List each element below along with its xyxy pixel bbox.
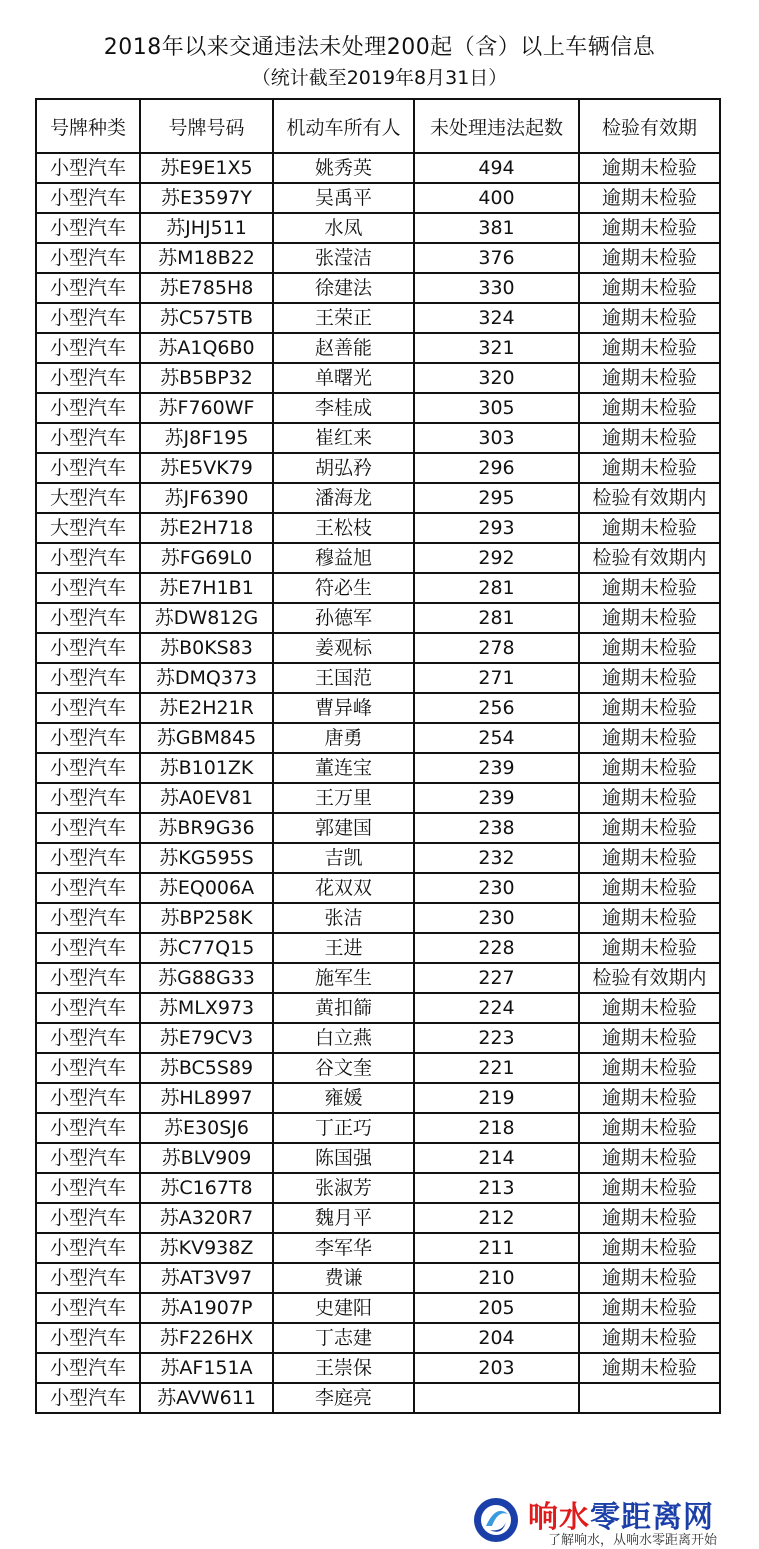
- cell-inspection-validity: 逾期未检验: [579, 663, 720, 693]
- cell-inspection-validity: 逾期未检验: [579, 1023, 720, 1053]
- cell-plate-number: 苏C575TB: [140, 303, 273, 333]
- cell-plate-type: 小型汽车: [36, 633, 140, 663]
- cell-plate-number: 苏E785H8: [140, 273, 273, 303]
- table-row: [36, 363, 720, 393]
- table-row: [36, 1203, 720, 1233]
- cell-violation-count: 238: [414, 813, 579, 843]
- cell-plate-number: 苏A1Q6B0: [140, 333, 273, 363]
- cell-inspection-validity: 逾期未检验: [579, 843, 720, 873]
- table-row: [36, 603, 720, 633]
- cell-violation-count: 210: [414, 1263, 579, 1293]
- cell-plate-type: 小型汽车: [36, 813, 140, 843]
- cell-inspection-validity: 逾期未检验: [579, 1173, 720, 1203]
- cell-owner: 史建阳: [273, 1293, 414, 1323]
- cell-violation-count: 278: [414, 633, 579, 663]
- cell-plate-number: 苏B0KS83: [140, 633, 273, 663]
- cell-owner: 丁志建: [273, 1323, 414, 1353]
- table-row: [36, 1173, 720, 1203]
- table-row: [36, 1263, 720, 1293]
- cell-plate-type: 小型汽车: [36, 993, 140, 1023]
- table-row: [36, 243, 720, 273]
- table-row: [36, 453, 720, 483]
- cell-plate-number: 苏A320R7: [140, 1203, 273, 1233]
- cell-violation-count: [414, 1383, 579, 1413]
- cell-owner: 雍媛: [273, 1083, 414, 1113]
- cell-owner: 唐勇: [273, 723, 414, 753]
- cell-owner: 赵善能: [273, 333, 414, 363]
- cell-plate-type: 小型汽车: [36, 213, 140, 243]
- cell-violation-count: 213: [414, 1173, 579, 1203]
- cell-owner: 白立燕: [273, 1023, 414, 1053]
- cell-plate-number: 苏C77Q15: [140, 933, 273, 963]
- cell-inspection-validity: 逾期未检验: [579, 393, 720, 423]
- table-row: [36, 633, 720, 663]
- cell-plate-type: 小型汽车: [36, 183, 140, 213]
- cell-inspection-validity: 逾期未检验: [579, 903, 720, 933]
- cell-owner: 王松枝: [273, 513, 414, 543]
- cell-plate-type: 小型汽车: [36, 1293, 140, 1323]
- cell-plate-type: 小型汽车: [36, 603, 140, 633]
- cell-violation-count: 224: [414, 993, 579, 1023]
- cell-plate-number: 苏EQ006A: [140, 873, 273, 903]
- cell-inspection-validity: 逾期未检验: [579, 633, 720, 663]
- cell-owner: 郭建国: [273, 813, 414, 843]
- cell-violation-count: 232: [414, 843, 579, 873]
- cell-inspection-validity: 逾期未检验: [579, 513, 720, 543]
- cell-inspection-validity: 逾期未检验: [579, 213, 720, 243]
- cell-plate-type: 大型汽车: [36, 513, 140, 543]
- table-row: [36, 333, 720, 363]
- table-row: [36, 153, 720, 183]
- cell-plate-number: 苏C167T8: [140, 1173, 273, 1203]
- table-row: [36, 843, 720, 873]
- cell-plate-type: 小型汽车: [36, 723, 140, 753]
- cell-plate-number: 苏JF6390: [140, 483, 273, 513]
- cell-plate-number: 苏A0EV81: [140, 783, 273, 813]
- cell-owner: 孙德军: [273, 603, 414, 633]
- cell-owner: 王国范: [273, 663, 414, 693]
- cell-owner: 费谦: [273, 1263, 414, 1293]
- table-row: [36, 963, 720, 993]
- cell-plate-number: 苏BC5S89: [140, 1053, 273, 1083]
- cell-violation-count: 204: [414, 1323, 579, 1353]
- cell-plate-number: 苏BLV909: [140, 1143, 273, 1173]
- cell-plate-type: 小型汽车: [36, 423, 140, 453]
- cell-inspection-validity: 逾期未检验: [579, 423, 720, 453]
- cell-violation-count: 223: [414, 1023, 579, 1053]
- table-row: [36, 573, 720, 603]
- cell-violation-count: 494: [414, 153, 579, 183]
- cell-inspection-validity: 逾期未检验: [579, 1293, 720, 1323]
- cell-plate-number: 苏JHJ511: [140, 213, 273, 243]
- cell-inspection-validity: 逾期未检验: [579, 573, 720, 603]
- cell-owner: 姚秀英: [273, 153, 414, 183]
- cell-plate-type: 小型汽车: [36, 303, 140, 333]
- cell-plate-type: 小型汽车: [36, 1263, 140, 1293]
- cell-inspection-validity: 检验有效期内: [579, 963, 720, 993]
- cell-violation-count: 256: [414, 693, 579, 723]
- cell-violation-count: 221: [414, 1053, 579, 1083]
- cell-inspection-validity: 逾期未检验: [579, 813, 720, 843]
- cell-plate-number: 苏AF151A: [140, 1353, 273, 1383]
- cell-violation-count: 239: [414, 753, 579, 783]
- cell-plate-type: 小型汽车: [36, 363, 140, 393]
- cell-owner: 穆益旭: [273, 543, 414, 573]
- table-row: [36, 483, 720, 513]
- cell-violation-count: 228: [414, 933, 579, 963]
- cell-violation-count: 227: [414, 963, 579, 993]
- cell-inspection-validity: 逾期未检验: [579, 183, 720, 213]
- cell-plate-number: 苏AVW611: [140, 1383, 273, 1413]
- cell-violation-count: 293: [414, 513, 579, 543]
- table-row: [36, 1053, 720, 1083]
- cell-owner: 水凤: [273, 213, 414, 243]
- cell-plate-type: 小型汽车: [36, 1383, 140, 1413]
- cell-violation-count: 321: [414, 333, 579, 363]
- table-row: [36, 183, 720, 213]
- cell-violation-count: 281: [414, 573, 579, 603]
- cell-owner: 吉凯: [273, 843, 414, 873]
- cell-plate-type: 小型汽车: [36, 1353, 140, 1383]
- cell-plate-type: 小型汽车: [36, 963, 140, 993]
- cell-plate-number: 苏G88G33: [140, 963, 273, 993]
- table-row: [36, 813, 720, 843]
- cell-plate-number: 苏E30SJ6: [140, 1113, 273, 1143]
- header-plate-number: 号牌号码: [140, 99, 273, 153]
- cell-plate-number: 苏BP258K: [140, 903, 273, 933]
- cell-inspection-validity: 逾期未检验: [579, 303, 720, 333]
- document-title: 2018年以来交通违法未处理200起（含）以上车辆信息: [103, 35, 656, 60]
- header-owner: 机动车所有人: [273, 99, 414, 153]
- cell-violation-count: 330: [414, 273, 579, 303]
- cell-plate-number: 苏GBM845: [140, 723, 273, 753]
- cell-violation-count: 239: [414, 783, 579, 813]
- cell-owner: 潘海龙: [273, 483, 414, 513]
- cell-plate-type: 小型汽车: [36, 873, 140, 903]
- cell-owner: 单曙光: [273, 363, 414, 393]
- table-row: [36, 543, 720, 573]
- cell-plate-type: 小型汽车: [36, 273, 140, 303]
- cell-plate-type: 小型汽车: [36, 1023, 140, 1053]
- cell-owner: 曹异峰: [273, 693, 414, 723]
- table-row: [36, 1083, 720, 1113]
- cell-plate-type: 小型汽车: [36, 663, 140, 693]
- table-body: [36, 153, 720, 1413]
- cell-inspection-validity: 检验有效期内: [579, 543, 720, 573]
- cell-plate-type: 小型汽车: [36, 1203, 140, 1233]
- cell-inspection-validity: [579, 1383, 720, 1413]
- cell-plate-type: 小型汽车: [36, 573, 140, 603]
- cell-inspection-validity: 逾期未检验: [579, 273, 720, 303]
- cell-plate-type: 小型汽车: [36, 1233, 140, 1263]
- cell-owner: 王荣正: [273, 303, 414, 333]
- cell-plate-number: 苏E2H718: [140, 513, 273, 543]
- cell-owner: 魏月平: [273, 1203, 414, 1233]
- cell-owner: 姜观标: [273, 633, 414, 663]
- cell-plate-number: 苏A1907P: [140, 1293, 273, 1323]
- table-row: [36, 663, 720, 693]
- cell-plate-number: 苏BR9G36: [140, 813, 273, 843]
- cell-plate-number: 苏AT3V97: [140, 1263, 273, 1293]
- document-subtitle: （统计截至2019年8月31日）: [251, 67, 508, 89]
- cell-plate-number: 苏E3597Y: [140, 183, 273, 213]
- cell-plate-number: 苏J8F195: [140, 423, 273, 453]
- cell-plate-type: 小型汽车: [36, 1323, 140, 1353]
- site-logo-icon: [472, 1496, 520, 1544]
- cell-violation-count: 296: [414, 453, 579, 483]
- cell-plate-type: 小型汽车: [36, 1083, 140, 1113]
- cell-owner: 李桂成: [273, 393, 414, 423]
- cell-inspection-validity: 逾期未检验: [579, 783, 720, 813]
- table-row: [36, 783, 720, 813]
- cell-plate-type: 小型汽车: [36, 453, 140, 483]
- cell-violation-count: 292: [414, 543, 579, 573]
- cell-plate-number: 苏E79CV3: [140, 1023, 273, 1053]
- cell-inspection-validity: 逾期未检验: [579, 723, 720, 753]
- cell-plate-type: 小型汽车: [36, 393, 140, 423]
- cell-inspection-validity: 逾期未检验: [579, 243, 720, 273]
- cell-plate-number: 苏DMQ373: [140, 663, 273, 693]
- table-row: [36, 1143, 720, 1173]
- cell-inspection-validity: 检验有效期内: [579, 483, 720, 513]
- cell-violation-count: 205: [414, 1293, 579, 1323]
- cell-owner: 丁正巧: [273, 1113, 414, 1143]
- table-row: [36, 903, 720, 933]
- header-inspection-validity: 检验有效期: [579, 99, 720, 153]
- cell-violation-count: 211: [414, 1233, 579, 1263]
- cell-violation-count: 320: [414, 363, 579, 393]
- cell-plate-number: 苏F226HX: [140, 1323, 273, 1353]
- cell-inspection-validity: 逾期未检验: [579, 1233, 720, 1263]
- cell-inspection-validity: 逾期未检验: [579, 1143, 720, 1173]
- cell-inspection-validity: 逾期未检验: [579, 1113, 720, 1143]
- table-row: [36, 513, 720, 543]
- table-row: [36, 273, 720, 303]
- cell-violation-count: 214: [414, 1143, 579, 1173]
- cell-violation-count: 295: [414, 483, 579, 513]
- table-row: [36, 1323, 720, 1353]
- cell-violation-count: 218: [414, 1113, 579, 1143]
- table-row: [36, 1233, 720, 1263]
- table-row: [36, 993, 720, 1023]
- cell-owner: 李庭亮: [273, 1383, 414, 1413]
- cell-violation-count: 271: [414, 663, 579, 693]
- cell-owner: 徐建法: [273, 273, 414, 303]
- table-row: [36, 933, 720, 963]
- cell-plate-type: 小型汽车: [36, 1143, 140, 1173]
- table-row: [36, 753, 720, 783]
- cell-owner: 陈国强: [273, 1143, 414, 1173]
- cell-owner: 张淑芳: [273, 1173, 414, 1203]
- cell-inspection-validity: 逾期未检验: [579, 1263, 720, 1293]
- cell-plate-number: 苏E7H1B1: [140, 573, 273, 603]
- cell-inspection-validity: 逾期未检验: [579, 363, 720, 393]
- watermark: [470, 1492, 755, 1547]
- table-row: [36, 873, 720, 903]
- cell-plate-number: 苏F760WF: [140, 393, 273, 423]
- table-row: [36, 303, 720, 333]
- cell-plate-number: 苏KV938Z: [140, 1233, 273, 1263]
- cell-inspection-validity: 逾期未检验: [579, 1323, 720, 1353]
- cell-plate-type: 小型汽车: [36, 783, 140, 813]
- table-row: [36, 213, 720, 243]
- cell-inspection-validity: 逾期未检验: [579, 933, 720, 963]
- cell-inspection-validity: 逾期未检验: [579, 603, 720, 633]
- watermark-name-part2: 零距离网: [590, 1500, 714, 1535]
- cell-owner: 黄扣篩: [273, 993, 414, 1023]
- cell-owner: 张洁: [273, 903, 414, 933]
- cell-violation-count: 203: [414, 1353, 579, 1383]
- cell-inspection-validity: 逾期未检验: [579, 1053, 720, 1083]
- cell-plate-type: 小型汽车: [36, 693, 140, 723]
- cell-owner: 施军生: [273, 963, 414, 993]
- cell-plate-number: 苏E9E1X5: [140, 153, 273, 183]
- cell-plate-type: 大型汽车: [36, 483, 140, 513]
- cell-owner: 崔红来: [273, 423, 414, 453]
- cell-violation-count: 376: [414, 243, 579, 273]
- cell-inspection-validity: 逾期未检验: [579, 153, 720, 183]
- cell-owner: 胡弘矜: [273, 453, 414, 483]
- cell-plate-type: 小型汽车: [36, 333, 140, 363]
- cell-inspection-validity: 逾期未检验: [579, 333, 720, 363]
- cell-plate-number: 苏FG69L0: [140, 543, 273, 573]
- cell-owner: 花双双: [273, 873, 414, 903]
- watermark-name-part1: 响水: [528, 1500, 590, 1535]
- cell-inspection-validity: 逾期未检验: [579, 1083, 720, 1113]
- cell-inspection-validity: 逾期未检验: [579, 1353, 720, 1383]
- cell-violation-count: 324: [414, 303, 579, 333]
- violations-table: [35, 98, 721, 1414]
- header-plate-type: 号牌种类: [36, 99, 140, 153]
- cell-violation-count: 305: [414, 393, 579, 423]
- cell-plate-type: 小型汽车: [36, 1053, 140, 1083]
- cell-plate-type: 小型汽车: [36, 1113, 140, 1143]
- cell-owner: 李军华: [273, 1233, 414, 1263]
- header-violation-count: 未处理违法起数: [414, 99, 579, 153]
- cell-owner: 吴禹平: [273, 183, 414, 213]
- cell-plate-number: 苏B101ZK: [140, 753, 273, 783]
- table-header-row: [36, 99, 720, 153]
- cell-owner: 王崇保: [273, 1353, 414, 1383]
- cell-plate-type: 小型汽车: [36, 753, 140, 783]
- table-row: [36, 393, 720, 423]
- cell-plate-number: 苏HL8997: [140, 1083, 273, 1113]
- cell-plate-type: 小型汽车: [36, 243, 140, 273]
- cell-violation-count: 303: [414, 423, 579, 453]
- table-row: [36, 1113, 720, 1143]
- cell-owner: 符必生: [273, 573, 414, 603]
- table-row: [36, 1353, 720, 1383]
- cell-plate-type: 小型汽车: [36, 543, 140, 573]
- table-row: [36, 1023, 720, 1053]
- cell-plate-number: 苏KG595S: [140, 843, 273, 873]
- table-row: [36, 1383, 720, 1413]
- table-row: [36, 1293, 720, 1323]
- cell-violation-count: 212: [414, 1203, 579, 1233]
- cell-owner: 谷文奎: [273, 1053, 414, 1083]
- cell-violation-count: 230: [414, 873, 579, 903]
- cell-plate-type: 小型汽车: [36, 153, 140, 183]
- cell-owner: 张滢洁: [273, 243, 414, 273]
- cell-owner: 王进: [273, 933, 414, 963]
- cell-plate-type: 小型汽车: [36, 1173, 140, 1203]
- table-row: [36, 693, 720, 723]
- cell-plate-number: 苏B5BP32: [140, 363, 273, 393]
- cell-violation-count: 381: [414, 213, 579, 243]
- cell-inspection-validity: 逾期未检验: [579, 693, 720, 723]
- cell-plate-number: 苏MLX973: [140, 993, 273, 1023]
- cell-plate-type: 小型汽车: [36, 843, 140, 873]
- cell-violation-count: 219: [414, 1083, 579, 1113]
- cell-violation-count: 254: [414, 723, 579, 753]
- cell-violation-count: 400: [414, 183, 579, 213]
- cell-plate-number: 苏E5VK79: [140, 453, 273, 483]
- cell-plate-type: 小型汽车: [36, 933, 140, 963]
- cell-inspection-validity: 逾期未检验: [579, 993, 720, 1023]
- cell-inspection-validity: 逾期未检验: [579, 1203, 720, 1233]
- cell-plate-number: 苏M18B22: [140, 243, 273, 273]
- watermark-tagline: 了解响水，从响水零距离开始: [548, 1533, 718, 1548]
- cell-plate-number: 苏E2H21R: [140, 693, 273, 723]
- table-row: [36, 723, 720, 753]
- cell-plate-number: 苏DW812G: [140, 603, 273, 633]
- cell-violation-count: 230: [414, 903, 579, 933]
- table-row: [36, 423, 720, 453]
- cell-owner: 王万里: [273, 783, 414, 813]
- cell-owner: 董连宝: [273, 753, 414, 783]
- cell-inspection-validity: 逾期未检验: [579, 453, 720, 483]
- cell-inspection-validity: 逾期未检验: [579, 873, 720, 903]
- cell-inspection-validity: 逾期未检验: [579, 753, 720, 783]
- cell-violation-count: 281: [414, 603, 579, 633]
- cell-plate-type: 小型汽车: [36, 903, 140, 933]
